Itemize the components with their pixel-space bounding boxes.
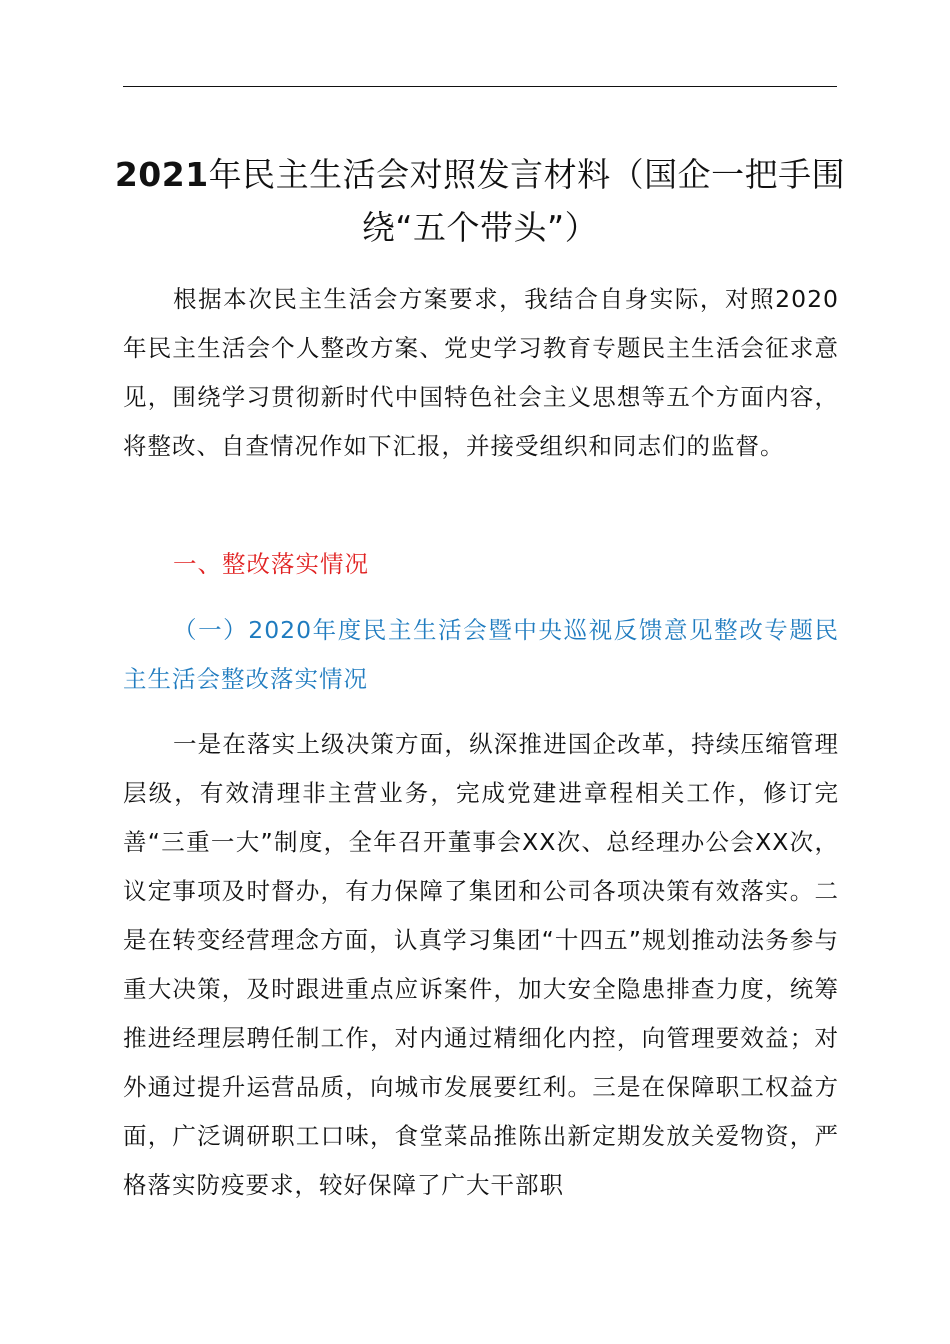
subsection-heading-2020-meeting: （一）2020年度民主生活会暨中央巡视反馈意见整改专题民主生活会整改落实情况	[123, 616, 839, 693]
header-divider	[123, 86, 837, 87]
title-text: 年民主生活会对照发言材料（国企一把手围绕“五个带头”）	[208, 155, 846, 247]
document-title	[110, 148, 850, 254]
title-year: 2021	[114, 155, 209, 194]
intro-paragraph: 根据本次民主生活会方案要求，我结合自身实际，对照2020年民主生活会个人整改方案、党史学习教育专题民主生活会征求意见，围绕学习贯彻新时代中国特色社会主义思想等五个方面内容，将整改、自查情况作如下汇报，并接受组织和同志们的监督。	[123, 285, 839, 460]
body-paragraph: 一是在落实上级决策方面，纵深推进国企改革，持续压缩管理层级，有效清理非主营业务，完成党建进章程相关工作，修订完善“三重一大”制度，全年召开董事会XX次、总经理办公会XX次，议定事项及时督办，有力保障了集团和公司各项决策有效落实。二是在转变经营理念方面，认真学习集团“十四五”规划推动法务参与重大决策，及时跟进重点应诉案件，加大安全隐患排查力度，统筹推进经理层聘任制工作，对内通过精细化内控，向管理要效益；对外通过提升运营品质，向城市发展要红利。三是在保障职工权益方面，广泛调研职工口味，食堂菜品推陈出新定期发放关爱物资，严格落实防疫要求，较好保障了广大干部职	[123, 730, 839, 1199]
section-heading-rectification: 一、整改落实情况	[173, 550, 369, 578]
